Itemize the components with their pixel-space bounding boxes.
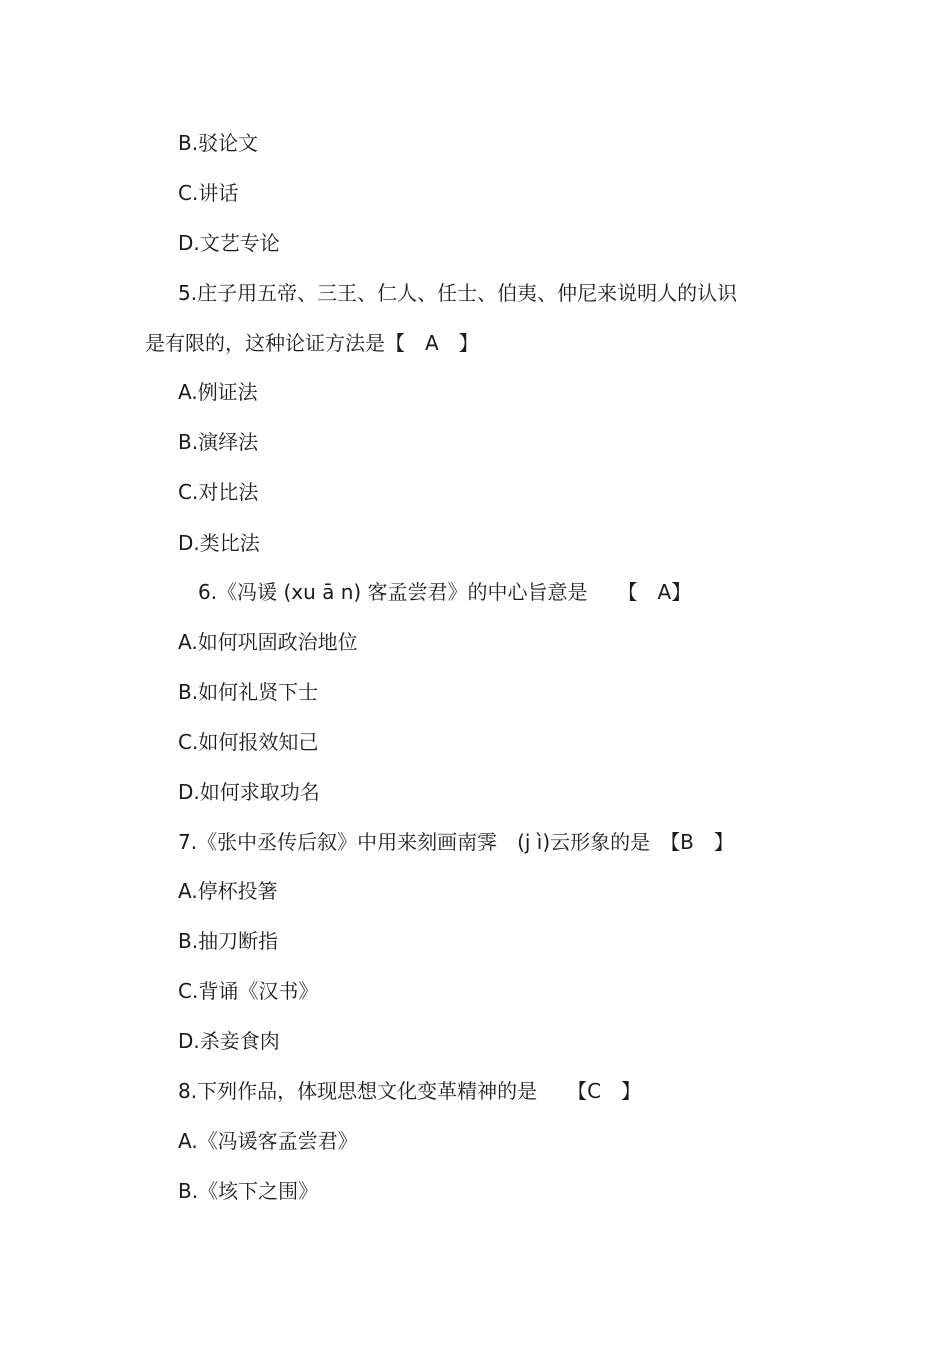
- option-d-q4: D.文艺专论: [178, 231, 280, 255]
- option-d-q6: D.如何求取功名: [178, 780, 320, 804]
- option-a-q5: A.例证法: [178, 380, 258, 404]
- option-b-q6: B.如何礼贤下士: [178, 680, 319, 704]
- option-a-q7: A.停杯投箸: [178, 879, 278, 903]
- option-a-q6: A.如何巩固政治地位: [178, 630, 358, 654]
- option-a-q8: A.《冯谖客孟尝君》: [178, 1129, 358, 1153]
- question-8: 8.下列作品，体现思想文化变革精神的是 【C 】: [178, 1079, 642, 1103]
- option-c-q4: C.讲话: [178, 181, 239, 205]
- option-b-q5: B.演绎法: [178, 430, 259, 454]
- option-d-q7: D.杀妾食肉: [178, 1029, 280, 1053]
- option-c-q7: C.背诵《汉书》: [178, 979, 319, 1003]
- option-c-q6: C.如何报效知己: [178, 730, 319, 754]
- option-d-q5: D.类比法: [178, 531, 260, 555]
- question-5-line-2: 是有限的，这种论证方法是【 A 】: [145, 331, 479, 355]
- option-b-q4: B.驳论文: [178, 131, 259, 155]
- option-b-q7: B.抽刀断指: [178, 929, 279, 953]
- question-5-line-1: 5.庄子用五帝、三王、仁人、任士、伯夷、仲尼来说明人的认识: [178, 281, 738, 305]
- option-c-q5: C.对比法: [178, 480, 259, 504]
- question-6: 6.《冯谖 (xu ā n) 客孟尝君》的中心旨意是 【 A】: [198, 580, 692, 604]
- question-7: 7.《张中丞传后叙》中用来刻画南霁 (j ì)云形象的是 【B 】: [178, 830, 734, 854]
- option-b-q8: B.《垓下之围》: [178, 1179, 319, 1203]
